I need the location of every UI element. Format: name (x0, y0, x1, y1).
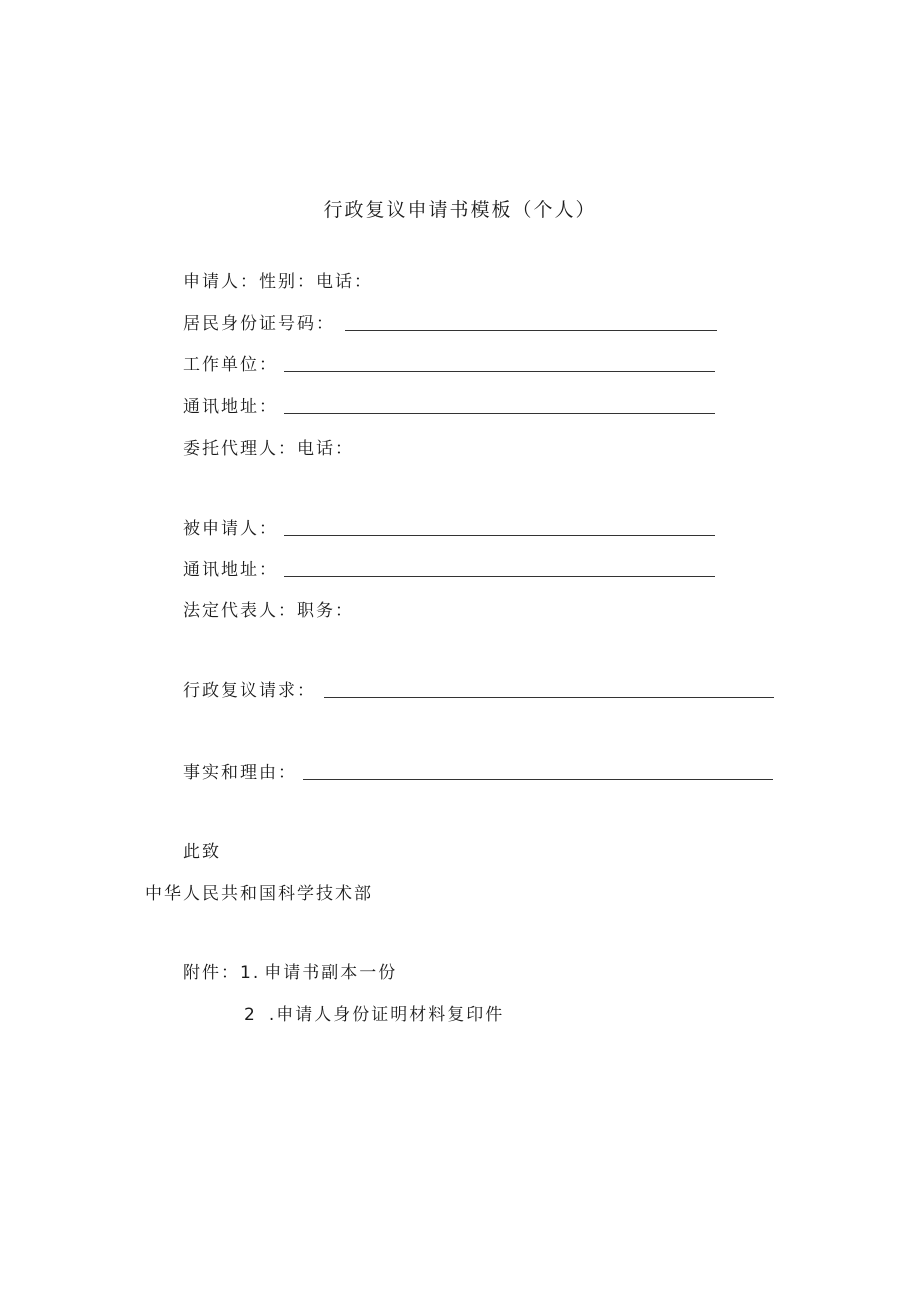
respondent-address-field[interactable] (284, 575, 715, 577)
attachment-item-1: 申请书副本一份 (264, 963, 398, 983)
attachment-item-2: .申请人身份证明材料复印件 (268, 1005, 505, 1025)
applicant-gender-phone-label: 申请人：性别：电话： (183, 272, 373, 292)
id-number-field[interactable] (345, 329, 717, 331)
applicant-address-field[interactable] (284, 412, 715, 414)
respondent-address-line (183, 555, 715, 580)
id-number-line (183, 309, 717, 334)
respondent-address-label: 通讯地址： (183, 560, 278, 580)
recipient: 中华人民共和国科学技术部 (145, 884, 373, 904)
request-field[interactable] (324, 696, 774, 698)
salutation: 此致 (183, 842, 221, 862)
attachment-label: 附件：1. (183, 963, 261, 983)
id-number-label: 居民身份证号码： (183, 314, 335, 334)
facts-label: 事实和理由： (183, 763, 297, 783)
applicant-address-label: 通讯地址： (183, 397, 278, 417)
work-unit-label: 工作单位： (183, 355, 278, 375)
applicant-address-line (183, 392, 715, 417)
respondent-field[interactable] (284, 534, 715, 536)
facts-field[interactable] (303, 778, 773, 780)
work-unit-line (183, 350, 715, 375)
attachment-2-line (244, 1000, 504, 1025)
page-title: 行政复议申请书模板（个人） (323, 199, 597, 221)
applicant-gender-phone-line (183, 267, 373, 292)
request-line (183, 676, 774, 701)
facts-line (183, 758, 773, 783)
salutation-line (183, 837, 221, 862)
work-unit-field[interactable] (284, 370, 715, 372)
agent-phone-label: 委托代理人：电话： (183, 439, 354, 459)
attachment-1-line (183, 958, 397, 983)
recipient-line (145, 879, 373, 904)
request-label: 行政复议请求： (183, 681, 316, 701)
respondent-line (183, 514, 715, 539)
legal-rep-label: 法定代表人：职务： (183, 601, 354, 621)
legal-rep-line (183, 596, 354, 621)
agent-phone-line (183, 434, 354, 459)
attachment-item-2-number: 2 (244, 1005, 257, 1025)
respondent-label: 被申请人： (183, 519, 278, 539)
